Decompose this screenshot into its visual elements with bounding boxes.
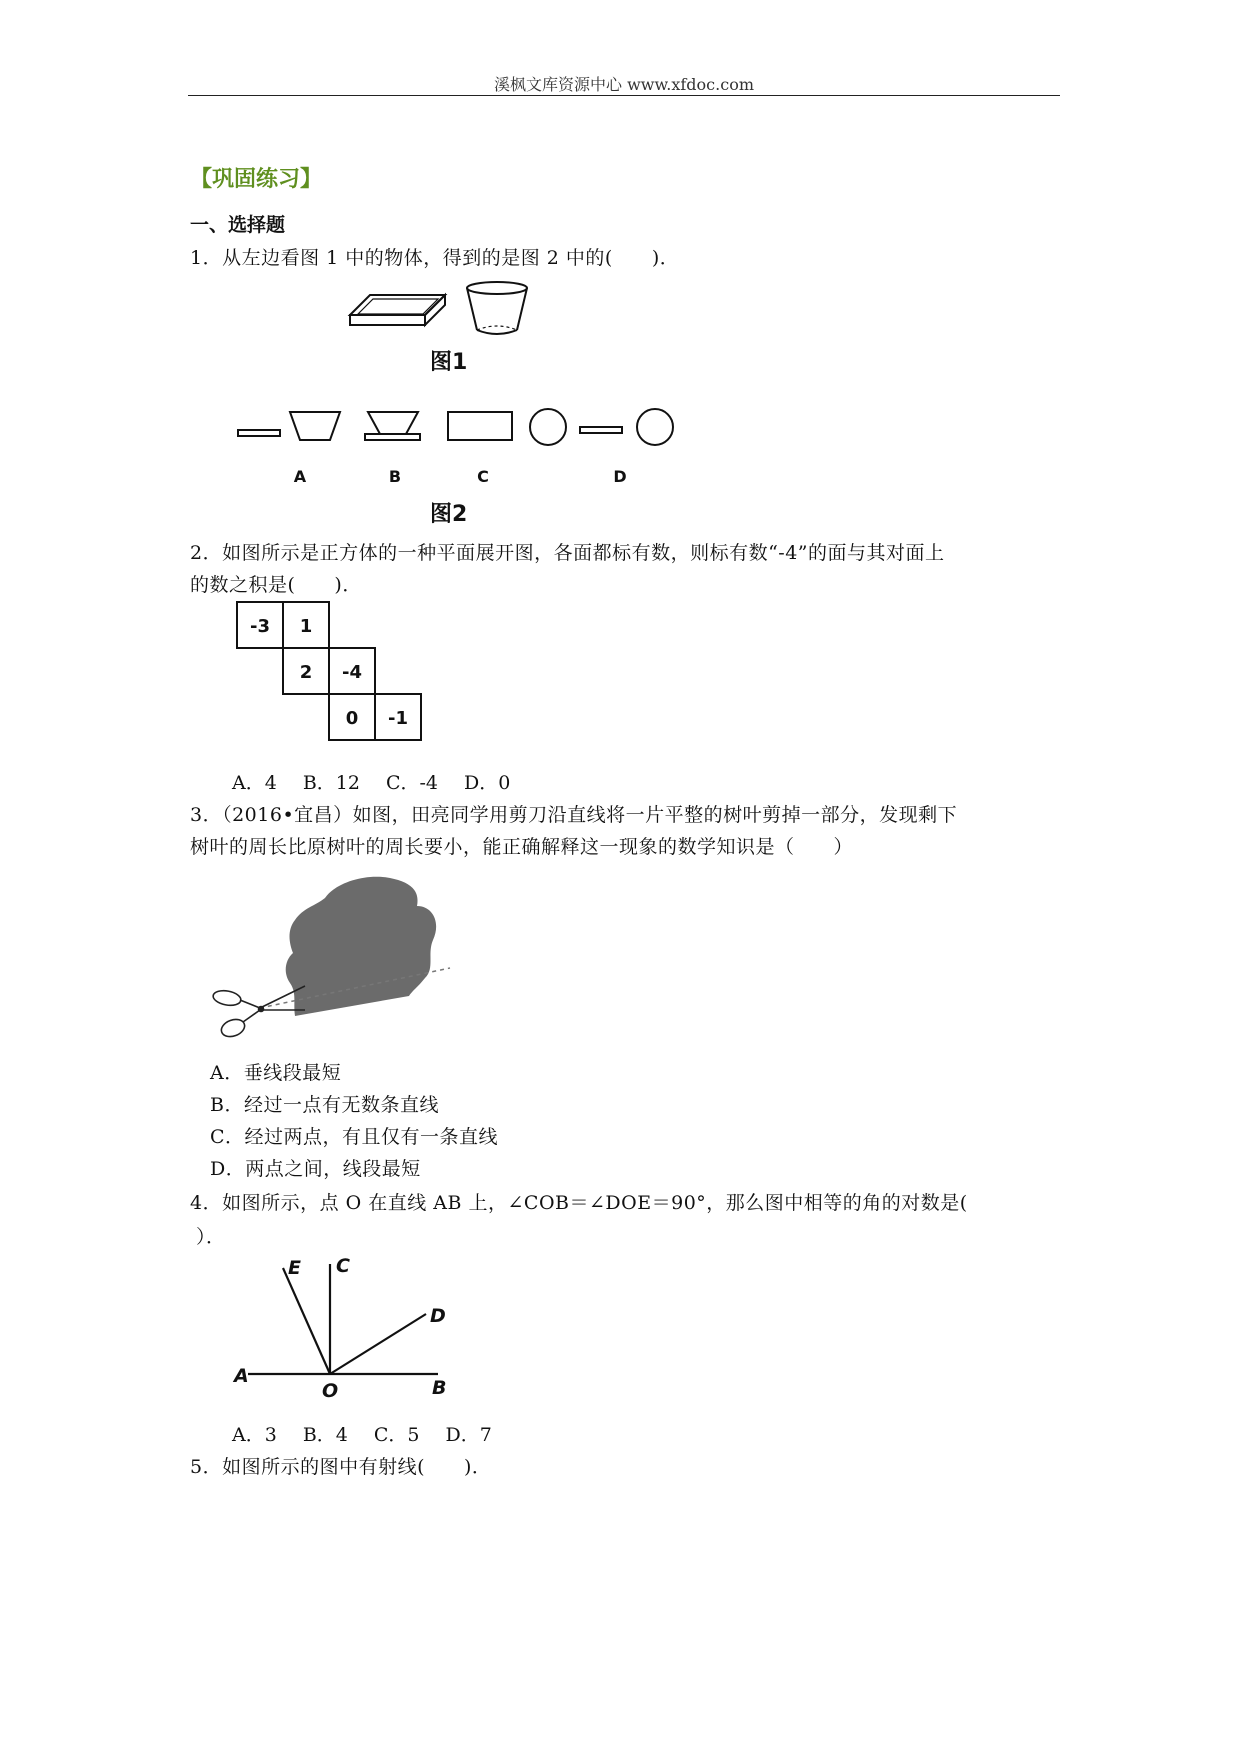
part-title: 一、选择题 <box>190 214 286 236</box>
choice-d-circle-left <box>530 409 566 445</box>
ray-oe <box>283 1268 330 1374</box>
choice-label-d: D <box>613 467 627 486</box>
page-header: 溪枫文库资源中心 www.xfdoc.com <box>494 75 754 94</box>
choice-d-rect <box>580 427 622 433</box>
choice-label-b: B <box>388 467 402 486</box>
q3-option-d: D．两点之间，线段最短 <box>210 1158 421 1180</box>
net-face-5: 0 <box>345 708 359 729</box>
q5-text: 5．如图所示的图中有射线( )． <box>190 1456 492 1478</box>
q3-option-c: C．经过两点，有且仅有一条直线 <box>210 1126 499 1148</box>
q2-option-b: B．12 <box>302 772 360 794</box>
q3-option-a: A．垂线段最短 <box>210 1062 342 1084</box>
choice-label-c: C <box>477 467 489 486</box>
net-face-1: -3 <box>250 616 270 637</box>
q1-figure-2 <box>230 400 690 495</box>
choice-b-trapezoid <box>368 412 418 434</box>
choice-c-rect <box>448 412 512 440</box>
fig2-label: 图2 <box>430 502 468 527</box>
scissors-icon <box>212 986 305 1040</box>
header-divider <box>188 95 1060 96</box>
ray-od <box>330 1314 426 1374</box>
q4-option-b: B．4 <box>302 1424 348 1446</box>
q2-line-1: 2．如图所示是正方体的一种平面展开图，各面都标有数，则标有数“-4”的面与其对面上 <box>190 542 945 564</box>
section-title: 【巩固练习】 <box>190 167 323 192</box>
q2-option-a: A．4 <box>232 772 277 794</box>
q1-figure-1 <box>340 270 540 345</box>
point-label-c: C <box>336 1255 350 1277</box>
choice-d-circle-right <box>637 409 673 445</box>
choice-a-rect <box>238 430 280 436</box>
net-face-3: 2 <box>299 662 313 683</box>
point-label-b: B <box>432 1377 447 1399</box>
net-face-6: -1 <box>388 708 408 729</box>
point-label-d: D <box>430 1305 446 1327</box>
point-label-a: A <box>234 1365 249 1387</box>
q1-text: 1．从左边看图 1 中的物体，得到的是图 2 中的( )． <box>190 247 680 269</box>
q4-line-1: 4．如图所示，点 O 在直线 AB 上，∠COB＝∠DOE＝90°，那么图中相等的角的对数是( <box>190 1192 968 1214</box>
leaf-scissors-figure <box>205 868 465 1043</box>
point-label-e: E <box>288 1257 301 1279</box>
q4-option-a: A．3 <box>232 1424 277 1446</box>
q2-option-d: D．0 <box>464 772 511 794</box>
q2-option-c: C．-4 <box>385 772 438 794</box>
choice-label-a: A <box>293 467 307 486</box>
q4-option-c: C．5 <box>373 1424 420 1446</box>
leaf-shape <box>286 877 436 1016</box>
q3-option-b: B．经过一点有无数条直线 <box>210 1094 439 1116</box>
cup-shape <box>467 282 527 334</box>
q4-options <box>232 1420 518 1447</box>
cube-net-figure <box>235 600 425 750</box>
q2-options <box>232 768 536 795</box>
net-face-4: -4 <box>342 662 362 683</box>
angle-figure <box>228 1252 468 1402</box>
q4-option-d: D．7 <box>445 1424 492 1446</box>
choice-a-trapezoid <box>290 412 340 440</box>
tray-shape <box>350 295 445 325</box>
q4-line-2: ）． <box>196 1226 226 1248</box>
net-face-2: 1 <box>299 616 313 637</box>
q3-line-1: 3．（2016•宜昌）如图，田亮同学用剪刀沿直线将一片平整的树叶剪掉一部分，发现剩下 <box>190 804 958 826</box>
fig1-label: 图1 <box>430 350 468 375</box>
q3-line-2: 树叶的周长比原树叶的周长要小，能正确解释这一现象的数学知识是（ ） <box>190 836 854 858</box>
q2-line-2: 的数之积是( )． <box>190 574 362 596</box>
point-label-o: O <box>322 1380 339 1402</box>
